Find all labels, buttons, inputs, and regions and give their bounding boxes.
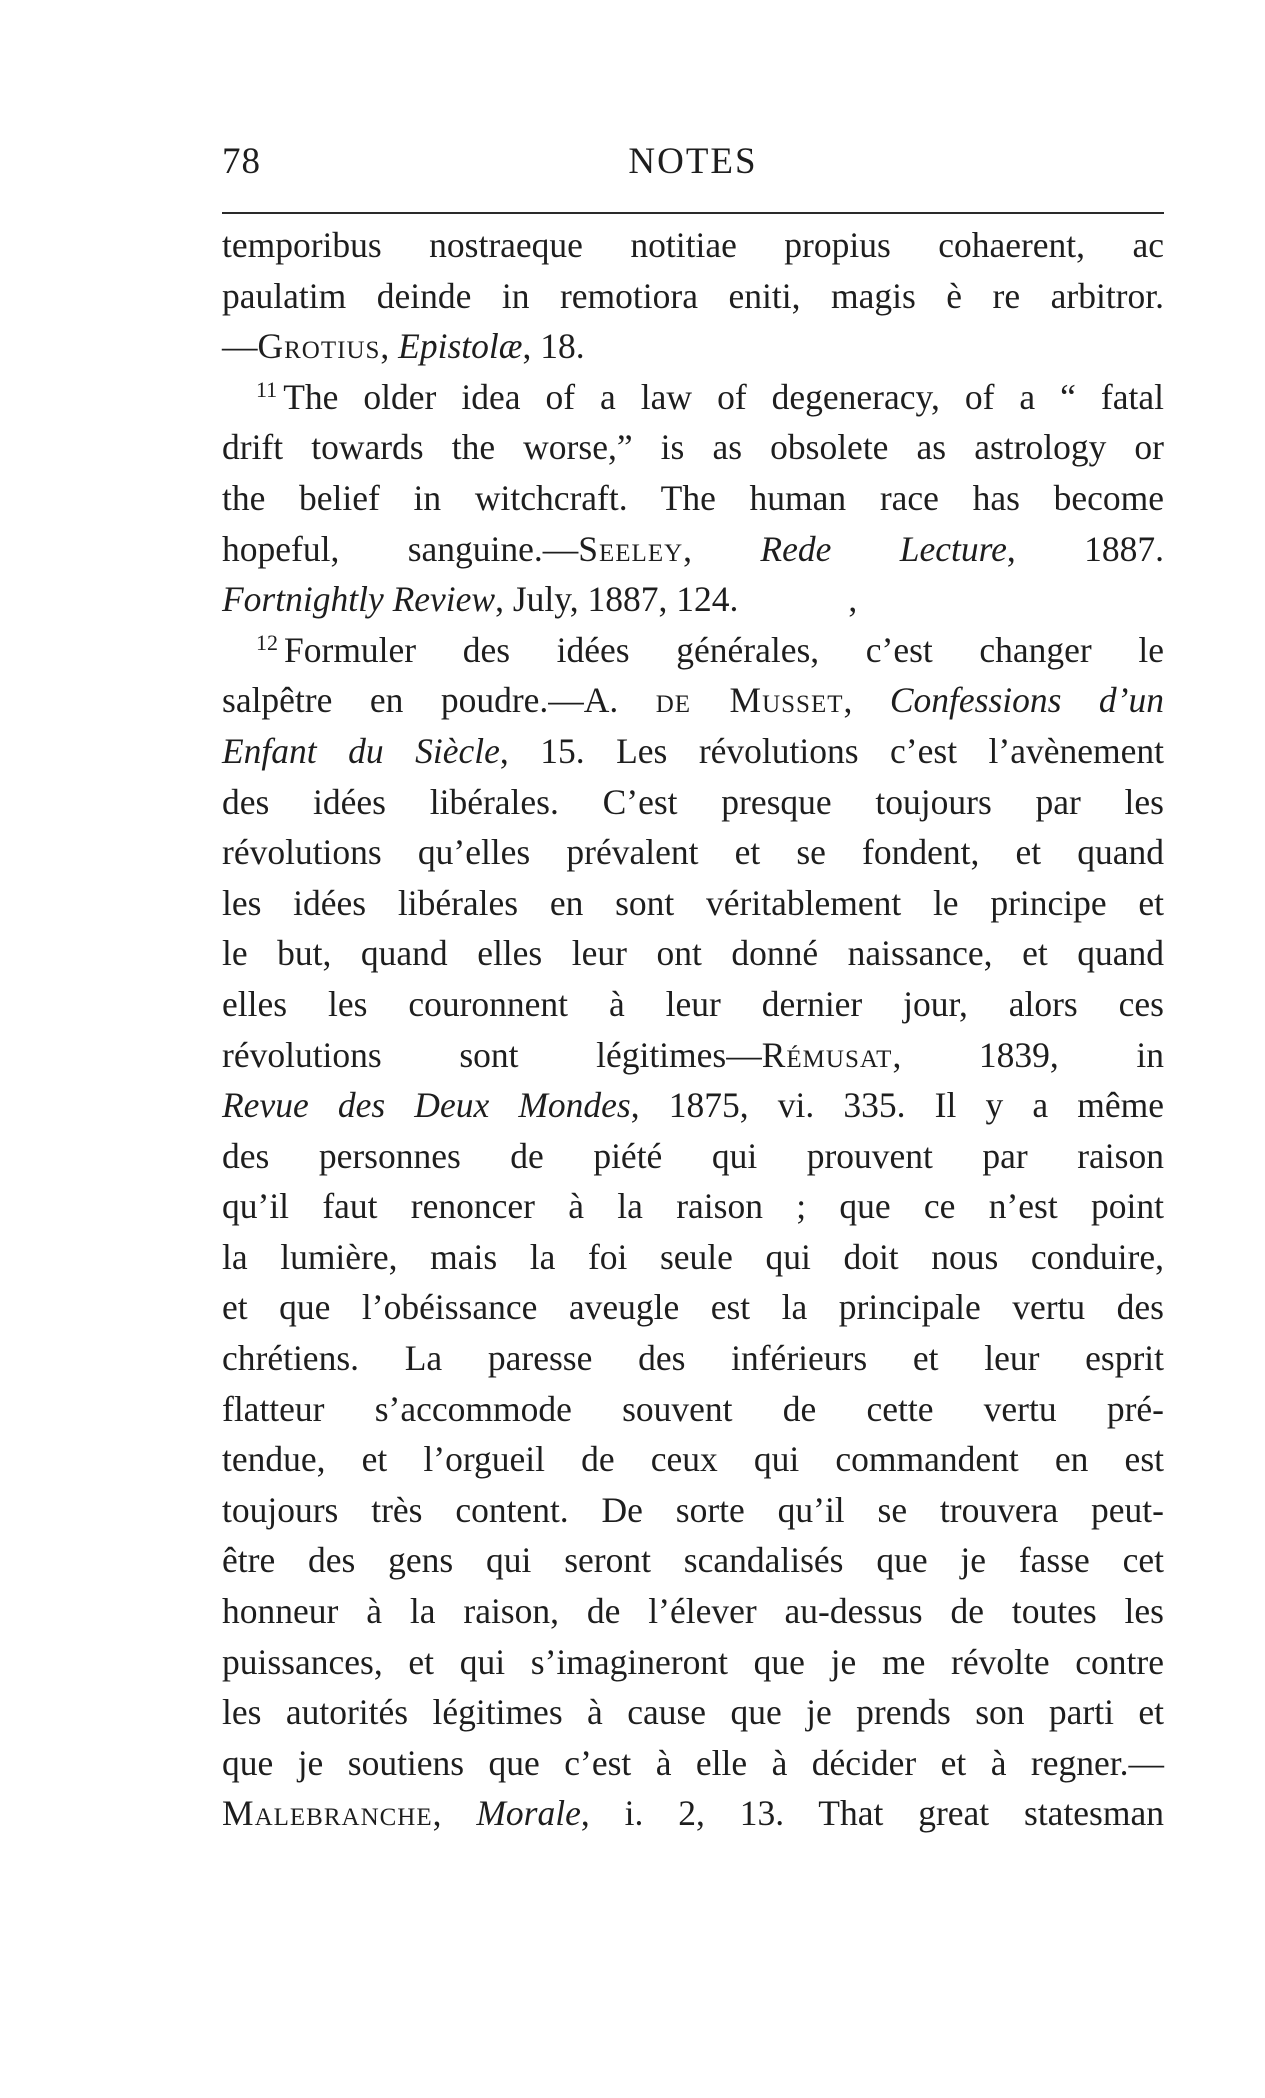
text-line: honneur à la raison, de l’élever au-dessus de toutes les <box>222 1591 1164 1632</box>
citation-line <box>222 675 1164 726</box>
work-title: Confessions d’un <box>889 680 1165 721</box>
separator: , <box>432 1793 477 1834</box>
text-line: les idées libérales en sont véritablement le principe et <box>222 882 1164 923</box>
footnote-marker: 11 <box>256 376 278 402</box>
stray-mark: , <box>848 579 858 620</box>
citation-ref: , July, 1887, 124. <box>495 579 739 620</box>
text-line: flatteur s’accommode souvent de cette vertu pré- <box>222 1388 1164 1429</box>
text-fragment: hopeful, sanguine.— <box>222 528 579 569</box>
work-title: Rede Lecture <box>760 528 1007 569</box>
text-line: et que l’obéissance aveugle est la principale vertu des <box>222 1287 1164 1328</box>
citation-line <box>222 1788 1164 1839</box>
citation-line <box>222 1080 1164 1131</box>
text-fragment: , 15. Les révolutions c’est l’avènement <box>499 730 1164 771</box>
footnote-text: The older idea of a law of degeneracy, of a “ fatal <box>283 376 1164 417</box>
separator: , <box>843 680 890 721</box>
page-number: 78 <box>222 141 261 182</box>
text-line: tendue, et l’orgueil de ceux qui commandent en est <box>222 1439 1164 1480</box>
text-line: des idées libérales. C’est presque toujours par les <box>222 781 1164 822</box>
text-line: qu’il faut renoncer à la raison ; que ce n’est point <box>222 1186 1164 1227</box>
text-line: paulatim deinde in remotiora eniti, magis è re arbitror. <box>222 275 1164 316</box>
work-title: Epistolæ <box>398 326 523 367</box>
text-fragment: , i. 2, 13. That great statesman <box>580 1793 1164 1834</box>
running-title: NOTES <box>628 141 758 182</box>
text-line: être des gens qui seront scandalisés que je fasse cet <box>222 1540 1164 1581</box>
separator: , <box>683 528 761 569</box>
text-line: drift towards the worse,” is as obsolete as astrology or <box>222 427 1164 468</box>
notes-body <box>222 220 1164 1839</box>
work-title: Morale <box>476 1793 581 1834</box>
citation-line <box>222 574 1164 625</box>
citation-line <box>222 321 1164 372</box>
citation-ref: , 1887. <box>1006 528 1165 569</box>
text-fragment: , 1875, vi. 335. Il y a même <box>630 1085 1164 1126</box>
footnote-12-start <box>222 625 1164 676</box>
author-name: Grotius <box>257 326 381 367</box>
work-title: Revue des Deux Mondes <box>222 1085 631 1126</box>
footnote-11-start <box>222 372 1164 423</box>
author-name: Rémusat <box>761 1034 893 1075</box>
dash: — <box>222 326 258 367</box>
footnote-marker: 12 <box>256 629 278 655</box>
text-line: puissances, et qui s’imagineront que je me révolte contre <box>222 1641 1164 1682</box>
book-page <box>222 140 1164 1839</box>
author-name: Seeley <box>578 528 684 569</box>
text-line: la lumière, mais la foi seule qui doit nous conduire, <box>222 1236 1164 1277</box>
text-fragment: révolutions sont légitimes— <box>222 1034 762 1075</box>
text-fragment: salpêtre en poudre.—A. <box>222 680 656 721</box>
work-title: Fortnightly Review <box>222 579 496 620</box>
text-line: elles les couronnent à leur dernier jour, alors ces <box>222 983 1164 1024</box>
running-head <box>222 140 1164 200</box>
citation-line <box>222 524 1164 575</box>
text-line: le but, quand elles leur ont donné naissance, et quand <box>222 933 1164 974</box>
citation-ref: , 18. <box>522 326 585 367</box>
text-line: the belief in witchcraft. The human race has become <box>222 477 1164 518</box>
citation-line <box>222 1030 1164 1081</box>
footnote-text: Formuler des idées générales, c’est changer le <box>284 629 1164 670</box>
citation-ref: , 1839, in <box>892 1034 1164 1075</box>
work-title: Enfant du Siècle <box>222 730 500 771</box>
text-line: temporibus nostraeque notitiae propius cohaerent, ac <box>222 225 1164 265</box>
citation-line <box>222 726 1164 777</box>
text-line: que je soutiens que c’est à elle à décider et à regner.— <box>222 1742 1164 1783</box>
text-line: chrétiens. La paresse des inférieurs et leur esprit <box>222 1338 1164 1379</box>
author-name: de Musset <box>655 680 844 721</box>
text-line: les autorités légitimes à cause que je prends son parti et <box>222 1692 1164 1733</box>
author-name: Malebranche <box>222 1793 433 1834</box>
header-rule <box>222 212 1164 214</box>
text-line: toujours très content. De sorte qu’il se trouvera peut- <box>222 1489 1164 1530</box>
text-line: des personnes de piété qui prouvent par raison <box>222 1135 1164 1176</box>
text-line: révolutions qu’elles prévalent et se fondent, et quand <box>222 832 1164 873</box>
separator: , <box>380 326 399 367</box>
